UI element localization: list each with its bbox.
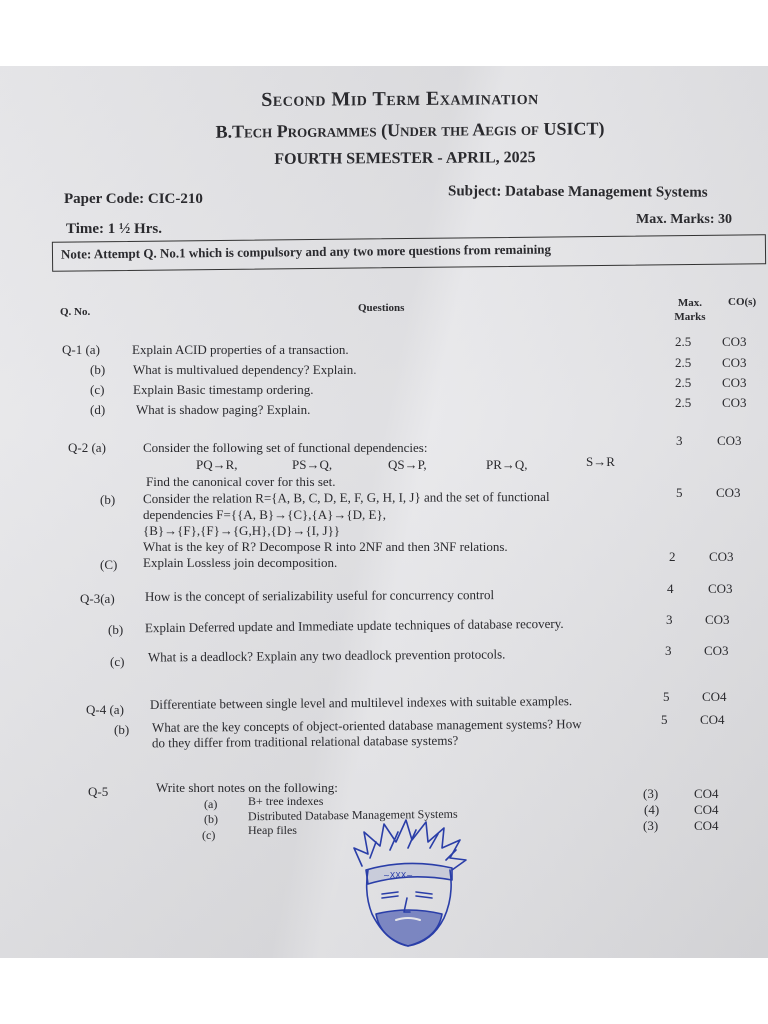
question-text: Consider the following set of functional dependencies:	[143, 440, 428, 455]
question-marks: 4	[667, 581, 674, 596]
question-co: CO3	[709, 549, 734, 564]
time-allowed: Time: 1 ½ Hrs.	[66, 221, 162, 237]
header-max-marks: Max. Marks	[674, 297, 706, 323]
question-label: Q-1 (a)	[62, 342, 100, 357]
question-co: CO3	[708, 581, 733, 596]
instruction-box	[52, 234, 766, 271]
subquestion-label: (b)	[204, 812, 218, 826]
question-label: (b)	[108, 622, 124, 637]
question-marks: 2.5	[675, 395, 692, 410]
headband-text: ~XXX~	[383, 871, 413, 880]
question-marks: 5	[676, 485, 683, 500]
subquestion-text: Heap files	[248, 823, 297, 837]
functional-dependency: QS→P,	[388, 457, 427, 472]
subquestion-marks: (3)	[643, 818, 659, 833]
instruction-note: Note: Attempt Q. No.1 which is compulsory and any two more questions from remaining	[60, 241, 552, 262]
question-marks: 5	[661, 712, 668, 727]
subquestion-co: CO4	[694, 802, 719, 817]
functional-dependency: PS→Q,	[292, 457, 333, 472]
programme-heading: B.Tech Programmes (Under the Aegis of USICT)	[215, 118, 605, 142]
question-text: Differentiate between single level and multilevel indexes with suitable examples.	[149, 693, 573, 712]
exam-paper	[0, 66, 768, 958]
question-co: CO4	[702, 689, 727, 704]
functional-dependency: PR→Q,	[486, 457, 528, 472]
semester-heading: FOURTH SEMESTER - APRIL, 2025	[274, 149, 536, 168]
question-co: CO3	[704, 643, 729, 658]
question-text-line2: do they differ from traditional relational database systems?	[151, 732, 459, 751]
question-text: What is multivalued dependency? Explain.	[133, 362, 357, 377]
header-questions: Questions	[358, 302, 405, 314]
question-label: Q-2 (a)	[68, 440, 106, 455]
question-label: (b)	[100, 492, 116, 507]
question-label: (d)	[90, 402, 106, 417]
question-marks: 5	[663, 689, 670, 704]
question-marks: 3	[665, 643, 672, 658]
question-text-line4: What is the key of R? Decompose R into 2NF and then 3NF relations.	[143, 539, 508, 554]
question-label: (c)	[90, 382, 105, 397]
functional-dependency: S→R	[586, 454, 615, 469]
question-marks: 2	[669, 549, 676, 564]
question-followup: Find the canonical cover for this set.	[146, 474, 336, 489]
question-co: CO3	[722, 375, 747, 390]
subquestion-marks: (4)	[644, 802, 660, 817]
question-label: Q-5	[88, 784, 109, 799]
question-text: How is the concept of serializability useful for concurrency control	[144, 587, 495, 604]
header-qno: Q. No.	[60, 306, 91, 318]
pen-doodle-face	[346, 814, 476, 954]
question-text: Consider the relation R={A, B, C, D, E, F, G, H, I, J} and the set of functional	[142, 488, 550, 507]
question-text: Explain Basic timestamp ordering.	[133, 382, 314, 397]
subquestion-text: B+ tree indexes	[248, 794, 324, 808]
subquestion-text: Distributed Database Management Systems	[247, 806, 458, 824]
question-marks: 2.5	[675, 355, 692, 370]
question-marks: 3	[666, 612, 673, 627]
exam-title: Second Mid Term Examination	[261, 87, 539, 111]
question-co: CO3	[722, 355, 747, 370]
question-text: Explain Lossless join decomposition.	[143, 555, 338, 570]
question-marks: 2.5	[675, 334, 692, 349]
subquestion-co: CO4	[694, 786, 719, 801]
subquestion-co: CO4	[694, 818, 719, 833]
question-label: (c)	[110, 654, 125, 669]
subquestion-label: (c)	[202, 828, 216, 842]
question-text: Explain Deferred update and Immediate update techniques of database recovery.	[144, 615, 564, 636]
question-label: (b)	[114, 722, 130, 737]
header-cos: CO(s)	[728, 296, 757, 308]
question-co: CO3	[716, 485, 741, 500]
question-co: CO3	[705, 612, 730, 627]
question-label: (b)	[90, 362, 106, 377]
question-text: What is shadow paging? Explain.	[136, 402, 311, 417]
subject: Subject: Database Management Systems	[447, 183, 708, 201]
question-text-line3: {B}→{F},{F}→{G,H},{D}→{I, J}}	[143, 523, 341, 538]
question-marks: 2.5	[675, 375, 692, 390]
subquestion-label: (a)	[204, 797, 218, 811]
question-co: CO4	[700, 712, 725, 727]
question-marks: 3	[676, 433, 683, 448]
max-marks: Max. Marks: 30	[636, 212, 733, 227]
question-text-line2: dependencies F={{A, B}→{C},{A}→{D, E},	[143, 507, 386, 522]
question-text: Write short notes on the following:	[156, 780, 338, 795]
question-text: What are the key concepts of object-oriented database management systems? How	[151, 716, 582, 735]
question-co: CO3	[722, 334, 747, 349]
subquestion-marks: (3)	[643, 786, 659, 801]
question-label: Q-3(a)	[80, 591, 115, 606]
question-label: (C)	[100, 557, 118, 572]
functional-dependency: PQ→R,	[196, 457, 238, 472]
question-text: What is a deadlock? Explain any two deadlock prevention protocols.	[147, 646, 506, 665]
question-text: Explain ACID properties of a transaction.	[132, 342, 349, 357]
question-label: Q-4 (a)	[86, 702, 124, 717]
paper-code: Paper Code: CIC-210	[64, 191, 203, 207]
question-co: CO3	[722, 395, 747, 410]
question-co: CO3	[717, 433, 742, 448]
